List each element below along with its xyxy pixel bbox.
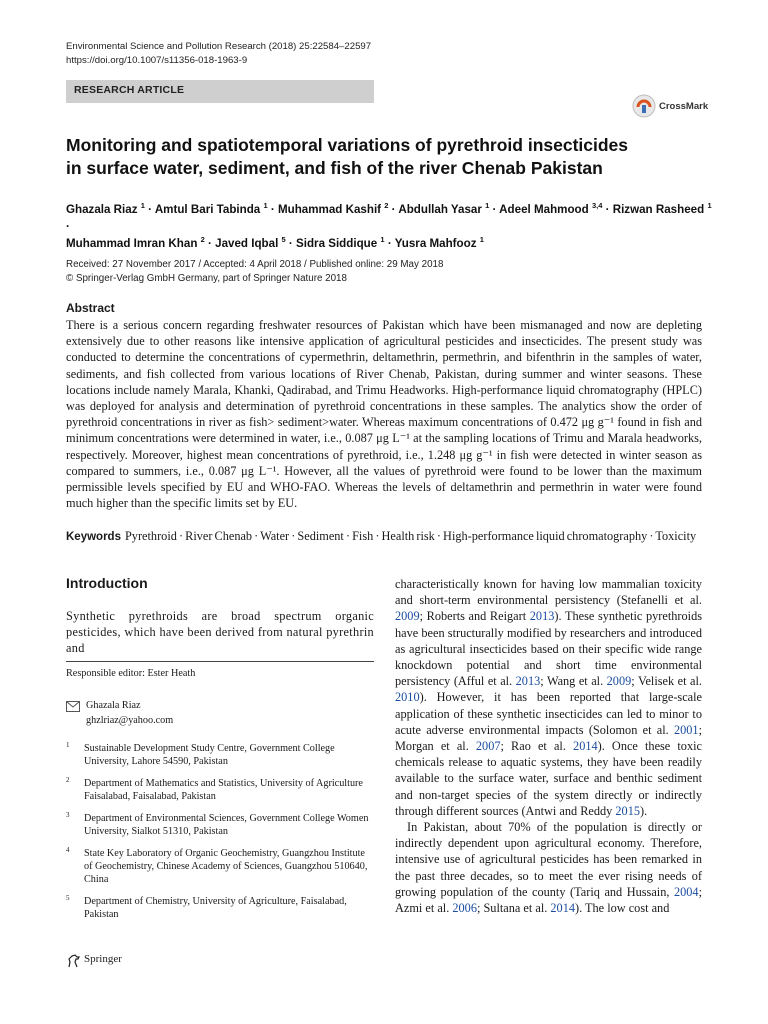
citation-link[interactable]: 2010	[395, 690, 420, 705]
contact-email[interactable]: ghzlriaz@yahoo.com	[86, 715, 174, 726]
responsible-editor: Responsible editor: Ester Heath	[66, 668, 196, 679]
journal-header	[66, 40, 371, 68]
author[interactable]	[215, 237, 286, 250]
author[interactable]	[398, 203, 489, 216]
corresponding-author	[86, 698, 173, 728]
affiliation-marker: 2	[200, 235, 205, 244]
affiliation-text: Department of Environmental Sciences, Government College Women University, Sialkot 51310, Pakistan	[84, 813, 369, 837]
affiliation-marker: 1	[479, 235, 484, 244]
affiliation-number: 4	[66, 846, 70, 854]
author-name: Rizwan Rasheed	[612, 203, 705, 216]
paragraph	[395, 576, 702, 819]
author-name: Javed Iqbal	[215, 237, 279, 250]
text-run: ; Velisek et al.	[631, 674, 702, 689]
affiliation-text: Department of Chemistry, University of Agriculture, Faisalabad, Pakistan	[84, 896, 347, 920]
text-run: ). Once these toxic chemicals release to aquatic systems, they have been readily available to the surface water, surface and benthic sediment and non-target species of the system directly or indirectly through different sources (Antwi and Reddy	[395, 739, 702, 818]
crossmark-icon	[632, 94, 656, 118]
text-run: characteristically known for having low mammalian toxicity and short-term environmental persistency (Stefanelli et al.	[395, 577, 702, 608]
author-name: Muhammad Imran Khan	[66, 237, 198, 250]
author[interactable]	[296, 237, 385, 250]
publisher-name: Springer	[84, 953, 122, 965]
keywords	[66, 528, 706, 545]
affiliation-text: State Key Laboratory of Organic Geochemistry, Guangzhou Institute of Geochemistry, Chinese Academy of Sciences, Guangzhou 510640, China	[84, 848, 368, 885]
text-run: ; Sultana et al.	[476, 901, 551, 916]
affiliation-marker: 1	[707, 201, 712, 210]
author-name: Yusra Mahfooz	[394, 237, 477, 250]
affiliation-marker: 2	[384, 201, 389, 210]
affiliation-number: 3	[66, 811, 70, 819]
citation-link[interactable]: 2014	[573, 739, 598, 754]
author[interactable]	[395, 237, 484, 250]
affiliation-text: Department of Mathematics and Statistics, University of Agriculture Faisalabad, Faisalabad, Pakistan	[84, 778, 363, 802]
text-run: ). The low cost and	[574, 901, 670, 916]
citation-link[interactable]: 2015	[615, 803, 640, 818]
introduction-column-2	[395, 576, 702, 916]
affiliation-item	[66, 777, 374, 803]
text-run: ; Roberts and Reigart	[419, 609, 530, 624]
copyright-line: © Springer-Verlag GmbH Germany, part of Springer Nature 2018	[66, 272, 347, 284]
introduction-heading: Introduction	[66, 575, 148, 591]
crossmark-label: CrossMark	[659, 101, 709, 112]
text-run: ; Rao et al.	[500, 739, 574, 754]
affiliation-number: 5	[66, 894, 70, 902]
text-run: In Pakistan, about 70% of the population is directly or indirectly dependent upon agricultural economy. Therefore, intensive use of agricultural pesticides has been remarked in the past three decades, so to meet the ever rising needs of growing population of the county (Tariq and Hussain,	[395, 820, 702, 899]
contact-name: Ghazala Riaz	[86, 700, 141, 711]
footnote-divider	[66, 661, 374, 662]
affiliation-marker: 5	[281, 235, 286, 244]
abstract-text: There is a serious concern regarding freshwater resources of Pakistan which have been mismanaged and now are depleting extensively due to other reasons like intensive application of agricultural pesticides and insecticides. The present study was conducted to determine the concentrations of cypermethrin, deltamethrin, permethrin, and bifenthrin in the samples of water, sediments, and fish collected from various locations of River Chenab, Pakistan, during summer and winter seasons. These locations include namely Marala, Khanki, Qadirabad, and Trimu Headworks. High-performance liquid chromatography (HPLC) was deployed for analysis and determination of pyrethroid concentrations in these samples. The analytics show the order of pyrethroid concentrations in river as fish> sediment>water. Whereas maximum concentrations of 0.472 μg g⁻¹ found in fish and minimum concentrations were determined in water, i.e., 0.087 μg L⁻¹ at the sampling locations of Trimu and Marala headworks, respectively. Moreover, highest mean concentrations of pyrethroid, i.e., 1.248 μg g⁻¹ in fish were detected in winter season as compared to summers, i.e., 0.087 μg L⁻¹. However, all the values of pyrethroid were found to be lower than the maximum permissible levels specified by EU and WHO-FAO. Whereas the levels of deltamethrin and permethrin in water were found much higher than the specific limits set by EU.	[66, 318, 702, 511]
author-name: Adeel Mahmood	[499, 203, 589, 216]
author[interactable]	[66, 237, 205, 250]
text-run: ). These synthetic pyrethroids have been structurally modified by researchers and introduced as agricultural insecticides based on their specific wide range knockdown potential and short time environmental persistency (Afful et al.	[395, 609, 703, 689]
article-title	[66, 134, 706, 180]
keywords-text: Pyrethroid · River Chenab · Water · Sediment · Fish · Health risk · High-performance liquid chromatography · Toxicity	[124, 529, 697, 543]
citation-link[interactable]: 2004	[673, 884, 699, 899]
text-run: ). However, it has been reported that large-scale application of these synthetic insecticides can led to minor to acute adverse environmental impacts (Solomon et al.	[395, 690, 702, 737]
author[interactable]	[278, 203, 388, 216]
author[interactable]	[155, 203, 268, 216]
affiliation-item	[66, 812, 374, 838]
affiliation-item	[66, 895, 374, 921]
keywords-label: Keywords	[66, 531, 121, 543]
text-run: ).	[639, 803, 648, 818]
abstract-heading: Abstract	[66, 301, 115, 315]
publication-history	[66, 258, 443, 285]
text-run: ; Wang et al.	[540, 674, 607, 689]
affiliation-item	[66, 847, 374, 886]
affiliation-list	[66, 742, 374, 930]
doi-link[interactable]: https://doi.org/10.1007/s11356-018-1963-9	[66, 55, 248, 66]
citation-link[interactable]: 2014	[550, 901, 575, 916]
crossmark-button[interactable]	[632, 94, 722, 120]
author-name: Abdullah Yasar	[398, 203, 482, 216]
title-line: in surface water, sediment, and fish of the river Chenab Pakistan	[66, 158, 603, 178]
title-line: Monitoring and spatiotemporal variations of pyrethroid insecticides	[66, 135, 629, 155]
affiliation-item	[66, 742, 374, 768]
citation-link[interactable]: 2009	[606, 674, 632, 689]
affiliation-marker: 1	[140, 201, 145, 210]
author[interactable]	[499, 203, 602, 216]
author-name: Amtul Bari Tabinda	[154, 203, 261, 216]
citation-link[interactable]: 2013	[515, 674, 541, 689]
springer-horse-icon	[66, 953, 82, 969]
author-name: Ghazala Riaz	[66, 203, 138, 216]
author-name: Muhammad Kashif	[277, 203, 382, 216]
author[interactable]	[66, 203, 145, 216]
journal-citation: Environmental Science and Pollution Research (2018) 25:22584–22597	[66, 41, 372, 52]
text-run: ; Morgan et al.	[395, 722, 702, 754]
author-list: Ghazala Riaz $^1$ · Amtul Bari Tabinda $^1$ · Muhammad Kashif $^2$ · Abdullah Yasar $^1$ · Adeel Mahmood $^{3,4}$ · Rizwan Rasheed $^1$ · Muhammad Imran Khan $^2$ · Javed Iqbal $^5$ · Sidra Siddique $^1$ · Yusra Mahfooz $^1$	[66, 201, 712, 250]
article-type-label: RESEARCH ARTICLE	[74, 84, 185, 96]
affiliation-text: Sustainable Development Study Centre, Government College University, Lahore 54590, Pakistan	[84, 743, 335, 767]
citation-link[interactable]: 2013	[529, 609, 555, 624]
citation-link[interactable]: 2001	[673, 722, 699, 737]
affiliation-marker: 1	[263, 201, 268, 210]
citation-link[interactable]: 2009	[395, 609, 420, 624]
author-name: Sidra Siddique	[296, 237, 378, 250]
affiliation-marker: 1	[485, 201, 490, 210]
envelope-icon	[66, 701, 80, 712]
affiliation-number: 2	[66, 776, 70, 784]
author[interactable]	[613, 203, 712, 216]
introduction-text: Synthetic pyrethroids are broad spectrum organic pesticides, which have been derived from natural pyrethrin and	[66, 609, 374, 656]
article-type-banner	[66, 80, 374, 103]
dates-line: Received: 27 November 2017 / Accepted: 4 April 2018 / Published online: 29 May 2018	[66, 259, 444, 270]
affiliation-marker: 1	[380, 235, 385, 244]
affiliation-number: 1	[66, 741, 70, 749]
citation-link[interactable]: 2007	[475, 739, 501, 754]
citation-link[interactable]: 2006	[452, 901, 477, 916]
text-run: ; Azmi et al.	[395, 884, 702, 916]
affiliation-marker: 3,4	[591, 201, 603, 210]
paragraph	[395, 819, 702, 916]
